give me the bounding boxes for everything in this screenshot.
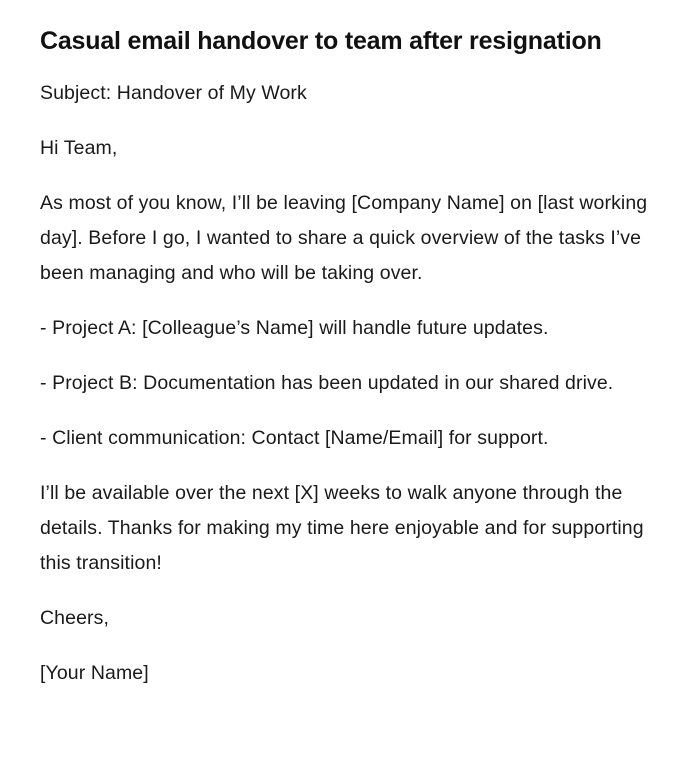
email-greeting: Hi Team, [40, 137, 118, 159]
email-subject: Subject: Handover of My Work [40, 82, 307, 104]
handover-item-project-b: - Project B: Documentation has been updated in our shared drive. [40, 372, 614, 394]
handover-item-project-a: - Project A: [Colleague’s Name] will handle future updates. [40, 317, 549, 339]
handover-item-client-communication: - Client communication: Contact [Name/Email] for support. [40, 427, 549, 449]
email-intro-paragraph: As most of you know, I’ll be leaving [Company Name] on [last working day]. Before I go, I wanted to share a quick overview of the tasks I’ve been managing and who will be taking over. [40, 192, 648, 284]
page-title: Casual email handover to team after resignation [40, 27, 602, 55]
email-closing-paragraph: I’ll be available over the next [X] weeks to walk anyone through the details. Thanks for making my time here enjoyable and for supporting this transition! [40, 482, 644, 574]
email-signature: [Your Name] [40, 662, 149, 684]
email-sign-off: Cheers, [40, 607, 109, 629]
